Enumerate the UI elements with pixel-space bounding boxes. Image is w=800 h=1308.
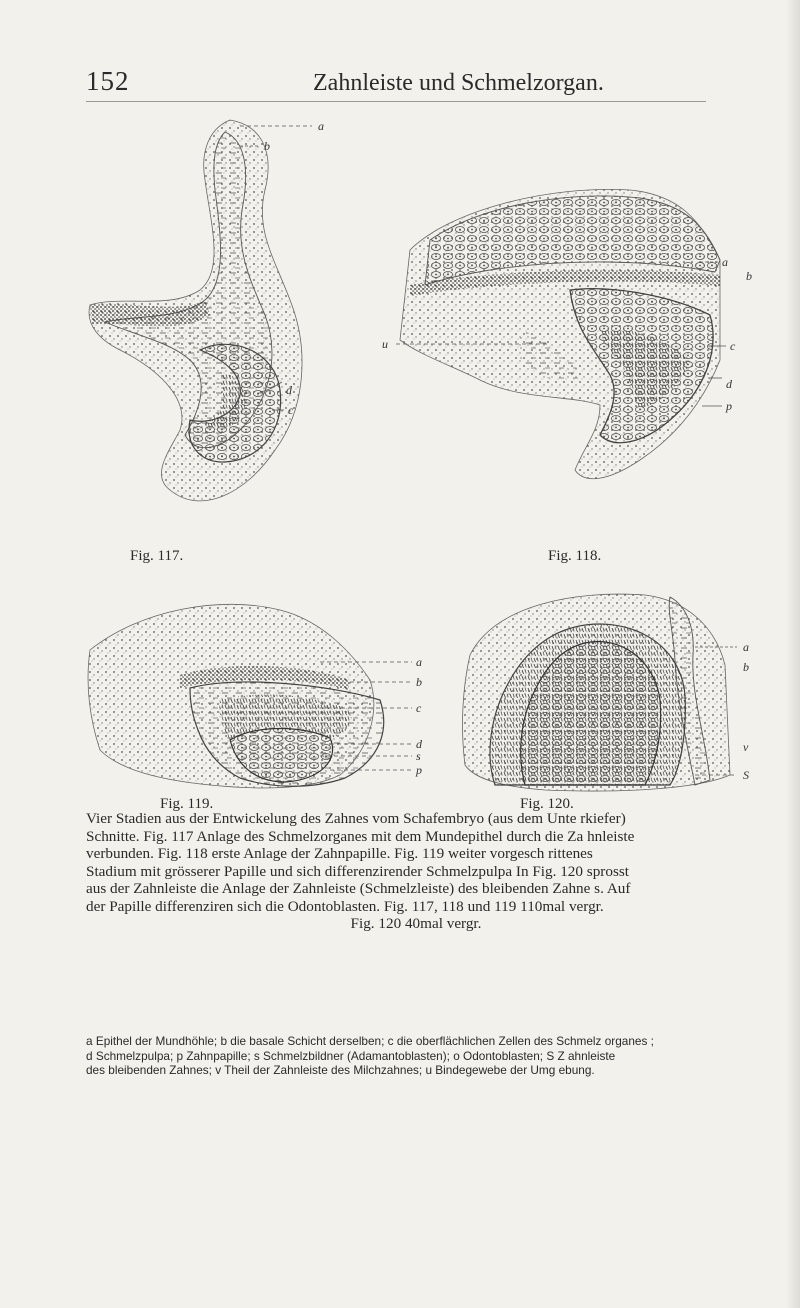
label-c: c bbox=[730, 339, 736, 353]
caption-line-1: Vier Stadien aus der Entwickelung des Zahnes vom Schafembryo (aus dem Unte rkiefer) bbox=[86, 810, 626, 827]
figure-117 bbox=[60, 110, 360, 540]
caption-line-3: verbunden. Fig. 118 erste Anlage der Zahnpapille. Fig. 119 weiter vorgesch rittenes bbox=[86, 845, 593, 862]
running-title: Zahnleiste und Schmelzorgan. bbox=[313, 70, 604, 96]
figure-legend bbox=[86, 1034, 746, 1078]
label-u: u bbox=[382, 337, 388, 351]
header-rule bbox=[86, 101, 706, 102]
label-b: b bbox=[743, 660, 749, 674]
label-v: v bbox=[743, 740, 749, 754]
caption-line-5: aus der Zahnleiste die Anlage der Zahnleiste (Schmelzleiste) des bleibenden Zahne s. Auf bbox=[86, 880, 631, 897]
label-a: a bbox=[416, 655, 422, 669]
legend-line-2: d Schmelzpulpa; p Zahnpapille; s Schmelzbildner (Adamantoblasten); o Odontoblasten; S Z ahnleiste bbox=[86, 1048, 616, 1063]
label-b: b bbox=[264, 139, 270, 153]
label-a: a bbox=[743, 640, 749, 654]
label-d: d bbox=[416, 737, 422, 751]
fig119-caption: Fig. 119. bbox=[160, 796, 214, 812]
fig117-caption: Fig. 117. bbox=[130, 548, 184, 564]
page-edge-shadow bbox=[786, 0, 800, 1308]
legend-line-3: des bleibenden Zahnes; v Theil der Zahnleiste des Milchzahnes; u Bindegewebe der Umg ebung. bbox=[86, 1063, 595, 1077]
page-number: 152 bbox=[86, 66, 130, 96]
caption-line-6: der Papille differenziren sich die Odontoblasten. Fig. 117, 118 und 119 110mal vergr. bbox=[86, 897, 604, 915]
caption-line-4: Stadium mit grösserer Papille und sich differenzirender Schmelzpulpa In Fig. 120 sprosst bbox=[86, 862, 629, 880]
label-c: c bbox=[288, 403, 294, 417]
page-header bbox=[0, 0, 800, 104]
label-d: d bbox=[726, 377, 732, 391]
caption-line-2: Schnitte. Fig. 117 Anlage des Schmelzorganes mit dem Mundepithel durch die Za hnleiste bbox=[86, 827, 635, 845]
label-p: p bbox=[726, 399, 732, 413]
label-b: b bbox=[746, 269, 752, 283]
label-a: a bbox=[318, 119, 324, 133]
label-s: s bbox=[416, 749, 421, 763]
figure-caption-text bbox=[86, 810, 746, 933]
label-S: S bbox=[743, 768, 749, 782]
figure-119 bbox=[80, 590, 450, 790]
figure-118 bbox=[370, 180, 780, 500]
figure-120 bbox=[455, 585, 765, 795]
label-a: a bbox=[722, 255, 728, 269]
caption-line-7: Fig. 120 40mal vergr. bbox=[350, 915, 482, 932]
legend-line-1: a Epithel der Mundhöhle; b die basale Schicht derselben; c die oberflächlichen Zellen des Schmelz organes ; bbox=[86, 1034, 654, 1048]
label-c: c bbox=[416, 701, 422, 715]
label-b: b bbox=[416, 675, 422, 689]
label-p: p bbox=[416, 763, 422, 777]
label-d: d bbox=[286, 383, 292, 397]
fig118-caption: Fig. 118. bbox=[548, 548, 602, 564]
fig120-caption: Fig. 120. bbox=[520, 796, 574, 812]
